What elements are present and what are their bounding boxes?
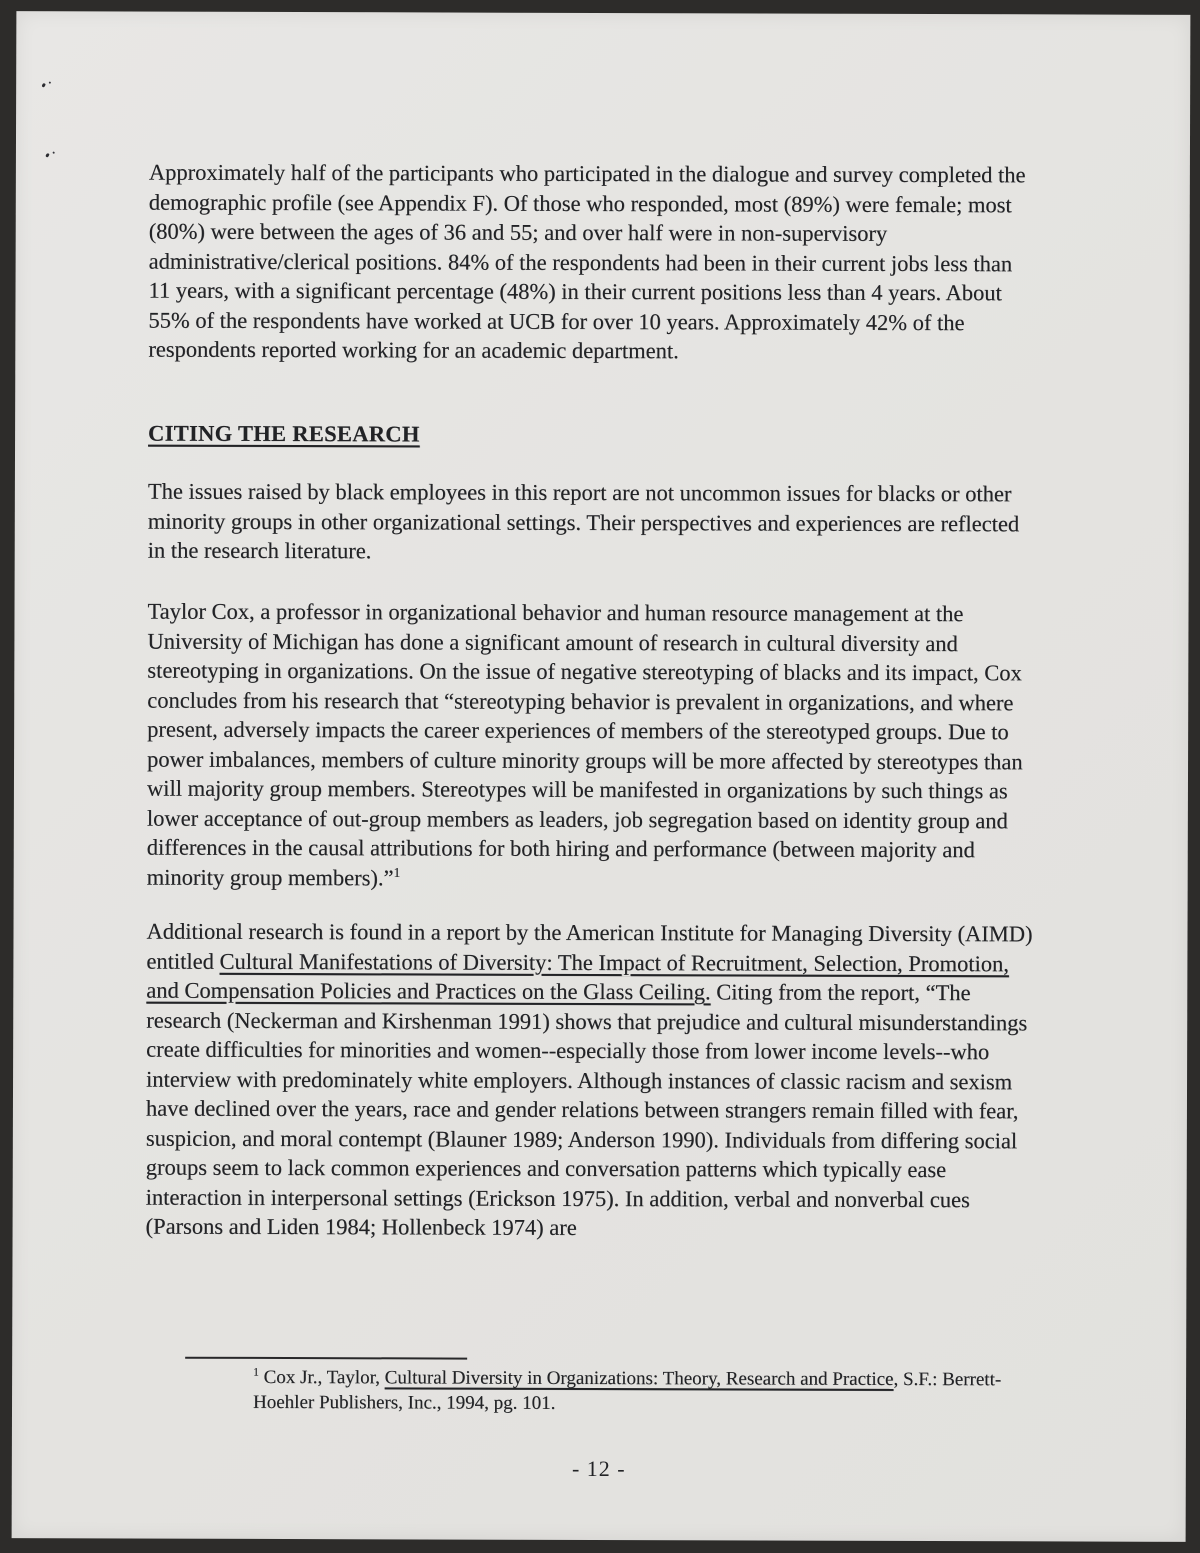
text-segment: , S.F.: Berrett-Hoehler Publishers, Inc., 1994, pg. 101.: [253, 1368, 1002, 1414]
footnote-reference-superscript: 1: [393, 864, 401, 880]
footnote-citation-cox: [253, 1366, 1003, 1417]
paragraph-demographic-profile: Approximately half of the participants who participated in the dialogue and survey completed the demographic profile (see Appendix F). Of those who responded, most (89%) were female; most (80%) were between the ages of 36 and 55; and over half were in non-supervisory administrative/clerical positions. 84% of the respondents had been in their current jobs less than 11 years, with a significant percentage (48%) in their current positions less than 4 years. About 55% of the respondents have worked at UCB for over 10 years. Approximately 42% of the respondents reported working for an academic department.: [148, 159, 1026, 364]
underlined-title-text: Cultural Diversity in Organizations: Theory, Research and Practice: [384, 1367, 894, 1390]
text-segment: Taylor Cox, a professor in organizational behavior and human resource management at the University of Michigan has done a significant amount of research in cultural diversity and stereotyping in organizations. On the issue of negative stereotyping of blacks and its impact, Cox concludes from his research that “stereotyping behavior is prevalent in organizations, and where present, adversely impacts the career experiences of members of the stereotyped groups. Due to power imbalances, members of culture minority groups will be more affected by stereotypes than will majority group members. Stereotypes will be manifested in organizations by such things as lower acceptance of out-group members as leaders, job segregation based on identity group and differences in the causal attributions for both hiring and performance (between majority and minority group members).”: [146, 598, 1023, 890]
page-number: - 12 -: [571, 1455, 626, 1482]
paragraph-research-issues: The issues raised by black employees in this report are not uncommon issues for blacks or other minority groups in other organizational settings. Their perspectives and experiences are reflected in the research literature.: [147, 478, 1020, 564]
scan-speck: [45, 153, 49, 158]
scan-speck: [41, 83, 45, 88]
text-segment: Additional research is found in a report by the American Institute for Managing Diversity (AIMD) entitled: [146, 918, 1033, 974]
paragraph-additional-research-aimd: [146, 917, 1035, 1244]
text-segment: Citing from the report, “The research (Neckerman and Kirshenman 1991) shows that prejudice and cultural misunderstandings create difficulties for minorities and women--especially those from lower income levels--who interview with predominately white employers. Although instances of classic racism and sexism have declined over the years, race and gender relations between strangers remain filled with fear, suspicion, and moral contempt (Blauner 1989; Anderson 1990). Individuals from differing social groups seem to lack common experiences and conversation patterns which typically ease interaction in interpersonal settings (Erickson 1975). In addition, verbal and nonverbal cues (Parsons and Liden 1984; Hollenbeck 1974) are: [145, 979, 1028, 1240]
document-page: [12, 11, 1191, 1542]
section-heading-citing-the-research: CITING THE RESEARCH: [148, 420, 420, 447]
paragraph-taylor-cox-research: [147, 597, 1036, 895]
footnote-separator-line: [185, 1357, 467, 1360]
underlined-title-text: Cultural Manifestations of Diversity: The Impact of Recruitment, Selection, Promotion, and Compensation Policies and Practices on the Glass Ceiling.: [146, 948, 1010, 1005]
footnote-reference-superscript: 1: [253, 1366, 259, 1379]
text-segment: Cox Jr., Taylor,: [258, 1366, 385, 1389]
